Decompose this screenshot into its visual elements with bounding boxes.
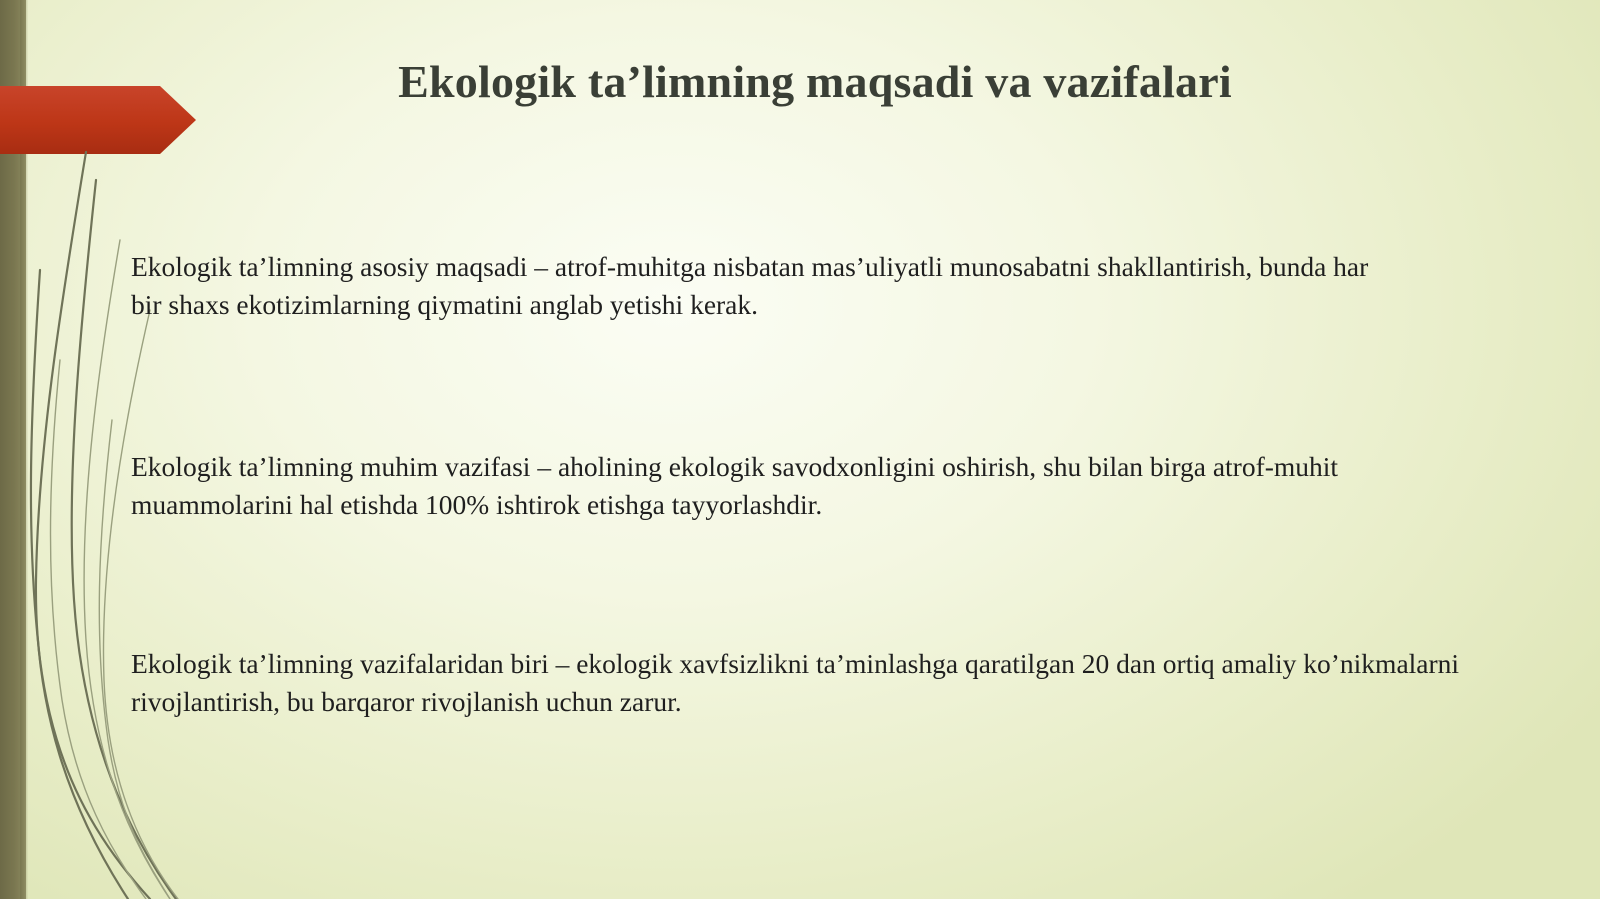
page-title: Ekologik ta’limning maqsadi va vazifalari (398, 56, 1232, 107)
paragraph-2: Ekologik ta’limning muhim vazifasi – aholining ekologik savodxonligini oshirish, shu bilan birga atrof-muhit muammolarini hal etishda 100% ishtirok etishga tayyorlashdir. (131, 451, 1339, 520)
paragraph-3: Ekologik ta’limning vazifalaridan biri – ekologik xavfsizlikni ta’minlashga qaratilgan 20 dan ortiq amaliy ko’nikmalarni rivojlantirish, bu barqaror rivojlanish uchun zarur. (131, 648, 1460, 717)
paragraph-1: Ekologik ta’limning asosiy maqsadi – atrof-muhitga nisbatan mas’uliyatli munosabatni shakllantirish, bunda har bir shaxs ekotizimlarning qiymatini anglab yetishi kerak. (131, 251, 1369, 320)
